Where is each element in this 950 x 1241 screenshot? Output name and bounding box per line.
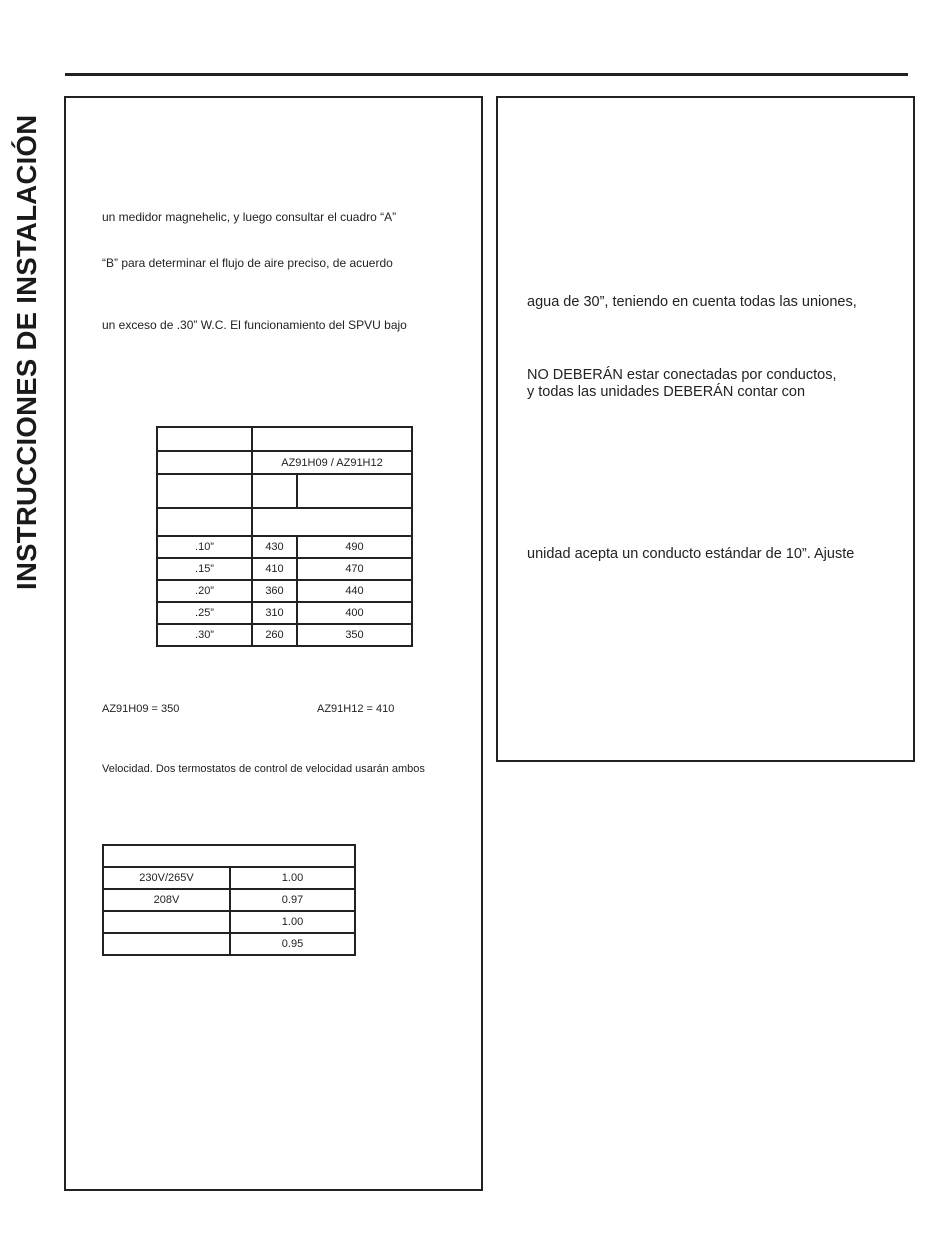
header-rule — [65, 73, 908, 76]
table-row: .30” 260 350 — [157, 624, 412, 646]
right-text-line: y todas las unidades DEBERÁN contar con — [527, 384, 806, 400]
side-title: INSTRUCCIONES DE INSTALACIÓN — [11, 114, 42, 590]
table-row: .10” 430 490 — [157, 536, 412, 558]
right-text-line: agua de 30”, teniendo en cuenta todas las uniones, — [527, 294, 857, 310]
left-text-line: un medidor magnehelic, y luego consultar el cuadro “A” — [102, 210, 397, 224]
right-text-line: unidad acepta un conducto estándar de 10”. Ajuste — [527, 546, 855, 562]
table-row: 1.00 — [103, 911, 355, 933]
velocity-text: Velocidad. Dos termostatos de control de velocidad usarán ambos — [102, 763, 425, 775]
table-row: .15” 410 470 — [157, 558, 412, 580]
model-value-h12: AZ91H12 = 410 — [317, 703, 395, 715]
right-text-line: NO DEBERÁN estar conectadas por conductos, — [527, 367, 837, 383]
models-header: AZ91H09 / AZ91H12 — [252, 451, 412, 474]
table-row: .25” 310 400 — [157, 602, 412, 624]
voltage-factor-table — [102, 844, 356, 956]
table-row: 208V 0.97 — [103, 889, 355, 911]
table-row: 230V/265V 1.00 — [103, 867, 355, 889]
table-row: .20” 360 440 — [157, 580, 412, 602]
left-text-line: “B” para determinar el flujo de aire preciso, de acuerdo — [102, 256, 393, 270]
left-text-line: un exceso de .30” W.C. El funcionamiento del SPVU bajo — [102, 318, 407, 332]
table-row: 0.95 — [103, 933, 355, 955]
right-panel — [496, 96, 915, 762]
model-value-h09: AZ91H09 = 350 — [102, 703, 180, 715]
airflow-table — [156, 426, 413, 647]
